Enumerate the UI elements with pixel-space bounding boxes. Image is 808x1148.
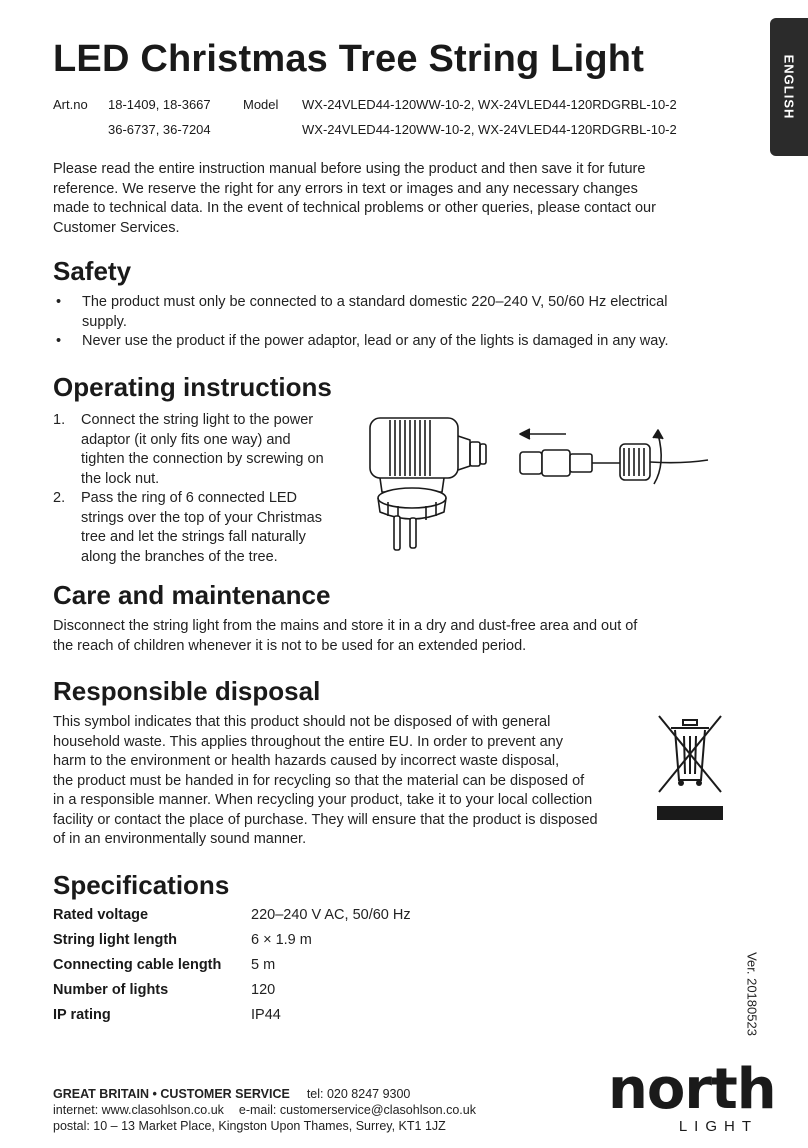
step-line: Pass the ring of 6 connected LED xyxy=(81,490,298,506)
footer-service: CUSTOMER SERVICE xyxy=(160,1087,290,1101)
intro-line: reference. We reserve the right for any errors in text or images and any necessary changes xyxy=(53,180,638,197)
art-numbers-2: 36-6737, 36-7204 xyxy=(108,122,211,137)
step-line: adaptor (it only fits one way) and xyxy=(81,431,291,448)
step-line: tighten the connection by screwing on xyxy=(81,451,324,467)
step-number: 1. xyxy=(53,412,66,428)
footer-contact-line xyxy=(53,1087,410,1101)
safety-item-line: Never use the product if the power adaptor, lead or any of the lights is damaged in any way. xyxy=(82,333,669,349)
spec-value: IP44 xyxy=(251,1007,281,1023)
footer-internet: internet: www.clasohlson.co.uk xyxy=(53,1103,224,1117)
footer-email: e-mail: customerservice@clasohlson.co.uk xyxy=(238,1103,476,1117)
page-title: LED Christmas Tree String Light xyxy=(53,38,645,80)
disposal-line: facility or contact the place of purchase. They will ensure that the product is disposed xyxy=(53,811,598,828)
spec-value: 120 xyxy=(251,982,276,998)
spec-key: String light length xyxy=(53,932,178,948)
safety-item-line: The product must only be connected to a standard domestic 220–240 V, 50/60 Hz electrical xyxy=(82,294,668,310)
safety-item xyxy=(53,293,753,332)
spec-value: 5 m xyxy=(251,957,276,973)
step-line: along the branches of the tree. xyxy=(81,548,278,565)
disposal-line: the product must be handed in for recycling so that the material can be disposed of xyxy=(53,772,585,789)
art-numbers-1: 18-1409, 18-3667 xyxy=(108,97,211,112)
art-no-label: Art.no xyxy=(53,97,88,112)
language-label: ENGLISH xyxy=(781,54,797,120)
operating-heading: Operating instructions xyxy=(53,372,332,402)
intro-line: made to technical data. In the event of technical problems or other queries, please contact our xyxy=(53,200,656,216)
safety-item-line: supply. xyxy=(82,313,127,330)
disposal-line: household waste. This applies throughout the entire EU. In order to prevent any xyxy=(53,733,563,750)
language-tab xyxy=(770,18,808,156)
spec-value: 6 × 1.9 m xyxy=(251,932,312,948)
model-label: Model xyxy=(243,97,279,112)
version-label: Ver. 20180523 xyxy=(744,952,760,1036)
safety-list xyxy=(53,293,753,352)
disposal-line: in a responsible manner. When recycling your product, take it to your local collection xyxy=(53,792,593,808)
care-paragraph xyxy=(53,617,753,656)
safety-item xyxy=(53,332,753,352)
footer-separator: • xyxy=(152,1087,161,1101)
logo-main-text: north xyxy=(608,1057,776,1122)
step-line: tree and let the strings fall naturally xyxy=(81,529,306,545)
intro-paragraph xyxy=(53,160,743,238)
rotate-arrow-icon xyxy=(653,430,663,484)
spec-row xyxy=(53,1007,473,1032)
connector-icon xyxy=(520,444,708,480)
spec-row xyxy=(53,982,473,1007)
arrow-left-icon xyxy=(520,429,566,439)
operating-step xyxy=(53,411,363,489)
spec-row xyxy=(53,957,473,982)
disposal-line: of in an environmentally sound manner. xyxy=(53,831,307,847)
spec-key: Rated voltage xyxy=(53,907,149,923)
step-number: 2. xyxy=(53,490,66,506)
disposal-heading: Responsible disposal xyxy=(53,676,321,706)
footer-web-line xyxy=(53,1103,476,1117)
footer-tel: tel: 020 8247 9300 xyxy=(306,1087,411,1101)
operating-steps xyxy=(53,411,363,567)
adaptor-connector-illustration xyxy=(362,408,712,558)
care-line: Disconnect the string light from the mains and store it in a dry and dust-free area and out of xyxy=(53,618,638,634)
footer-postal: postal: 10 – 13 Market Place, Kingston Upon Thames, Surrey, KT1 1JZ xyxy=(53,1119,446,1133)
disposal-paragraph xyxy=(53,713,653,850)
spec-value: 220–240 V AC, 50/60 Hz xyxy=(251,907,411,923)
model-numbers-1: WX-24VLED44-120WW-10-2, WX-24VLED44-120RDGRBL-10-2 xyxy=(302,97,677,112)
safety-heading: Safety xyxy=(53,256,132,286)
disposal-line: harm to the environment or health hazards caused by incorrect waste disposal, xyxy=(53,753,560,769)
spec-row xyxy=(53,907,473,932)
intro-line: Please read the entire instruction manual before using the product and then save it for future xyxy=(53,161,646,177)
model-numbers-2: WX-24VLED44-120WW-10-2, WX-24VLED44-120RDGRBL-10-2 xyxy=(302,122,677,137)
north-light-logo xyxy=(608,1057,776,1135)
step-line: the lock nut. xyxy=(81,470,160,487)
intro-line: Customer Services. xyxy=(53,219,180,236)
weee-bin-icon xyxy=(655,710,725,822)
spec-row xyxy=(53,932,473,957)
step-line: strings over the top of your Christmas xyxy=(81,509,322,526)
footer-region: GREAT BRITAIN xyxy=(53,1087,150,1101)
logo-sub-text: LIGHT xyxy=(678,1118,758,1135)
step-line: Connect the string light to the power xyxy=(81,412,314,428)
spec-key: IP rating xyxy=(53,1007,111,1023)
spec-key: Connecting cable length xyxy=(53,957,222,973)
operating-step xyxy=(53,489,363,567)
spec-key: Number of lights xyxy=(53,982,169,998)
specs-heading: Specifications xyxy=(53,870,230,900)
disposal-line: This symbol indicates that this product should not be disposed of with general xyxy=(53,714,551,730)
power-adaptor-icon xyxy=(370,418,486,550)
care-heading: Care and maintenance xyxy=(53,580,331,610)
care-line: the reach of children whenever it is not to be used for an extended period. xyxy=(53,637,527,654)
